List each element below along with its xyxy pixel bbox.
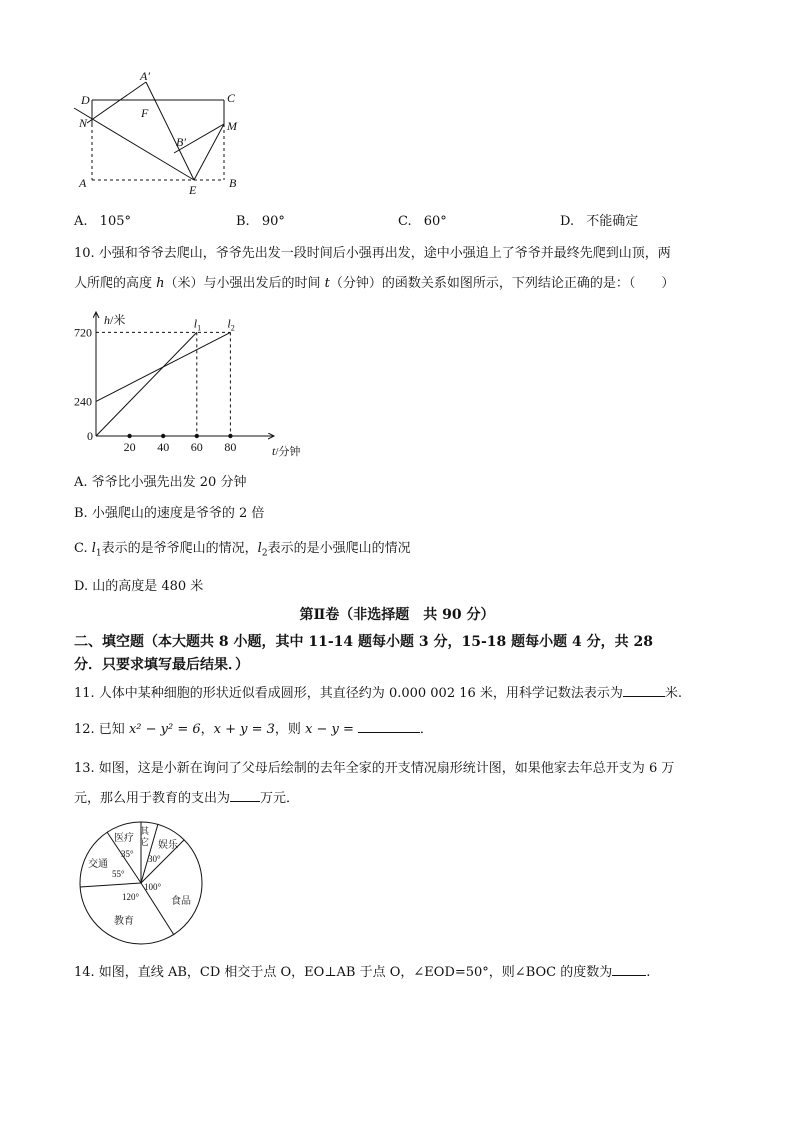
x-tick-dot [127,434,131,438]
series-label-1: $l_1$ [193,316,202,333]
label-b: B [229,176,237,190]
label-d: D [81,93,90,107]
label-a: A [79,176,87,190]
q14: 14. 如图，直线 AB，CD 相交于点 O，EO⊥AB 于点 O，∠EOD=50°，则∠BOC 的度数为 . [74,962,650,982]
section2-title: 第Ⅱ卷（非选择题 共 90 分） [299,607,495,623]
pie-label-education: 教育 [114,916,134,927]
pie-angle-35: 35° [121,849,134,859]
x-tick-label: 40 [157,440,170,454]
series-label-2: $l_2$ [227,316,235,333]
section2-heading-line2: 分．只要求填写最后结果．） [74,657,249,673]
pie-angle-30: 30° [148,854,161,864]
label-f: F [141,106,149,120]
y-axis-title: h/米 [104,313,126,327]
q9-option-d: D. 不能确定 [560,214,639,229]
q13-answer-blank[interactable] [230,788,260,802]
fold-figure [70,68,250,200]
q12: 12. 已知 x² − y² = 6，x + y = 3，则 x − y = ． [74,719,433,739]
expense-pie-chart [78,820,208,948]
q13-line1: 13. 如图，这是小新在询问了父母后绘制的去年全家的开支情况扇形统计图，如果他家去年总开支为 6 万 [74,761,675,776]
pie-label-traffic: 交通 [88,859,108,870]
pie-angle-55: 55° [112,869,125,879]
label-n: N [79,116,88,130]
pie-angle-120: 120° [122,892,140,902]
pie-label-other-1: 其 [140,826,150,836]
section2-heading-line1: 二、填空题（本大题共 8 小题，其中 11-14 题每小题 3 分，15-18 题每小题 4 分，共 28 [74,634,653,650]
x-tick-dot [228,434,232,438]
label-e: E [189,183,197,197]
q9-option-b: B. 90° [236,214,285,229]
x-tick-label: 20 [123,440,136,454]
origin-label: 0 [87,429,93,443]
series-line-1 [96,332,197,436]
q10-option-c: C. $l_1$表示的是爷爷爬山的情况，$l_2$表示的是小强爬山的情况 [74,541,411,559]
q10-line1: 10. 小强和爷爷去爬山，爷爷先出发一段时间后小强再出发，途中小强追上了爷爷并最终先爬到山顶，两 [74,246,671,261]
q9-option-a: A. 105° [74,214,131,229]
label-c: C [227,91,236,105]
q11-answer-blank[interactable] [623,683,665,697]
q13-line2: 元，那么用于教育的支出为 万元． [74,788,299,808]
y-tick-label: 240 [74,394,92,409]
q10-option-b: B. 小强爬山的速度是爷爷的 2 倍 [74,506,265,521]
x-axis-title: t/分钟 [272,444,301,458]
label-a-prime: A′ [140,69,150,83]
pie-label-entertain: 娱乐 [158,840,178,851]
x-tick-label: 80 [224,440,237,454]
q10-option-d: D. 山的高度是 480 米 [74,579,204,594]
q14-answer-blank[interactable] [612,962,646,976]
label-m: M [227,119,237,133]
q9-option-c: C. 60° [398,214,447,229]
q10-line2: 人所爬的高度 h（米）与小强出发后的时间 t（分钟）的函数关系如图所示，下列结论正确的是：（ ） [74,276,675,291]
series-line-2 [96,332,230,401]
y-tick-label: 720 [74,325,92,340]
pie-label-medical: 医疗 [114,833,134,844]
q11: 11. 人体中某种细胞的形状近似看成圆形，其直径约为 0.000 002 16 米，用科学记数法表示为 米. [74,683,682,703]
x-tick-dot [195,434,199,438]
x-tick-label: 60 [190,440,203,454]
height-time-chart [70,308,310,458]
q10-option-a: A. 爷爷比小强先出发 20 分钟 [74,475,247,490]
label-b-prime: B′ [176,135,186,149]
pie-label-food: 食品 [171,896,191,907]
x-tick-dot [161,434,165,438]
q12-answer-blank[interactable] [358,719,420,733]
pie-label-other-2: 它 [140,837,150,847]
pie-angle-100: 100° [144,882,162,892]
